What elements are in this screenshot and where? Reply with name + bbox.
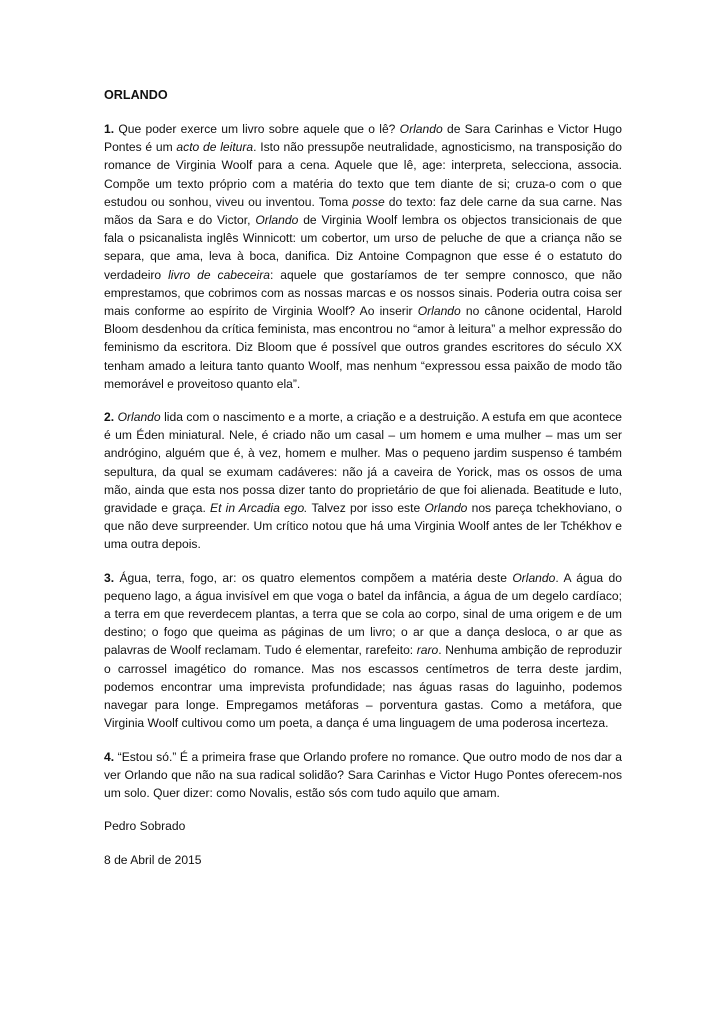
document-date: 8 de Abril de 2015 xyxy=(104,853,202,868)
paragraph-text: no cânone ocidental, Harold Bloom desdenhou da crítica feminista, mas encontrou no “amor à leitura” a melhor expressão do feminismo da escritora. Diz Bloom que é possível que outros grandes escritores do século XX tenham amado a leitura tanto quanto Woolf, mas nenhum “expressou essa paixão de modo tão memorável e proveitoso quanto ela”. xyxy=(104,304,622,391)
paragraph-number: 1. xyxy=(104,122,115,136)
document-page xyxy=(104,86,622,869)
paragraph-text: . Isto não pressupõe neutralidade, agnosticismo, na transposição do romance de Virginia Woolf para a cena. Aquele que lê, age: interpreta, selecciona, associa. Compõe um texto próprio com a matéria do texto que tem diante de si; cruza-o com o que estudou ou sonhou, viveu ou inventou. Toma xyxy=(104,140,622,209)
italic-text: livro de cabeceira xyxy=(168,267,270,282)
paragraph-number: 3. xyxy=(104,570,115,585)
paragraph-text: Talvez por isso este xyxy=(307,501,425,516)
italic-text: Et in Arcadia ego. xyxy=(210,501,308,516)
paragraph-1 xyxy=(104,120,622,393)
paragraph-number: 2. xyxy=(104,410,115,425)
italic-text: Orlando xyxy=(255,213,299,228)
paragraph-number: 4. xyxy=(104,749,115,764)
paragraph-3 xyxy=(104,569,622,733)
paragraph-4 xyxy=(104,748,622,803)
paragraph-text: Que poder exerce um livro sobre aquele que o lê? xyxy=(114,122,400,136)
paragraph-text: nos pareça tchekhoviano, o que não deve surpreender. Um crítico notou que há uma Virginia Woolf antes de ler Tchékhov e uma outra depois. xyxy=(104,501,622,552)
paragraph-text: . A água do pequeno lago, a água invisível em que voga o batel da infância, a água de um degelo cardíaco; a terra em que reverdecem plantas, a terra que se cola ao corpo, sinal de uma origem e de um destino; o fogo que queima as páginas de um livro; o ar que a dança desloca, o ar que as palavras de Woolf reclamam. Tudo é elementar, rarefeito: xyxy=(104,570,623,658)
paragraph-text: . Nenhuma ambição de reproduzir o carrossel imagético do romance. Mas nos escassos centímetros de terra deste jardim, podemos encontrar uma imprevista profundidade; nas águas rasas do laguinho, podemos navegar para longe. Empregamos metáforas – porventura gastas. Como a metáfora, que Virginia Woolf cultivou como um poeta, a dança é uma linguagem de uma poderosa incerteza. xyxy=(104,643,622,731)
italic-text: Orlando xyxy=(399,122,443,136)
italic-text: Orlando xyxy=(424,501,468,516)
paragraph-text: de Sara Carinhas e Victor Hugo Pontes é um xyxy=(104,122,623,155)
paragraph-2 xyxy=(104,408,622,554)
author-signature: Pedro Sobrado xyxy=(104,819,186,834)
italic-text: Orlando xyxy=(417,304,461,319)
paragraph-text: do texto: faz dele carne da sua carne. Nas mãos da Sara e do Victor, xyxy=(104,194,623,228)
paragraph-text: “Estou só.” É a primeira frase que Orlando profere no romance. Que outro modo de nos dar a ver Orlando que não na sua radical solidão? Sara Carinhas e Victor Hugo Pontes oferecem-nos um solo. Quer dizer: como Novalis, estão sós com tudo aquilo que amam. xyxy=(104,749,622,800)
paragraph-text: : aquele que gostaríamos de ter sempre connosco, que não emprestamos, que cobrimos com as nossas marcas e os nossos sinais. Poderia outra coisa ser mais conforme ao espírito de Virginia Woolf? Ao inserir xyxy=(104,267,622,319)
paragraph-text: lida com o nascimento e a morte, a criação e a destruição. A estufa em que acontece é um Éden miniatural. Nele, é criado não um casal – um homem e uma mulher – mas um ser andrógino, alguém que é, à vez, homem e mulher. Mas o pequeno jardim suspenso é também sepultura, da qual se exumam cadáveres: não já a caveira de Yorick, mas os ossos de uma mão, ainda que esta nos possa dizer tanto do proprietário de que foi alienada. Beatitude e luto, gravidade e graça. xyxy=(104,410,622,516)
italic-text: posse xyxy=(352,194,385,209)
italic-text: Orlando xyxy=(512,570,556,585)
paragraph-text: de Virginia Woolf lembra os objectos transicionais de que fala o psicanalista inglês Winnicott: um cobertor, um urso de peluche de que a criança não se separa, que ama, leva à boca, danifica. Diz Antoine Compagnon que esse é o estatuto do verdadeiro xyxy=(104,213,622,282)
italic-text: Orlando xyxy=(117,410,161,425)
italic-text: acto de leitura xyxy=(176,140,254,155)
document-title: ORLANDO xyxy=(104,88,168,102)
italic-text: raro xyxy=(416,643,439,658)
paragraph-text: Água, terra, fogo, ar: os quatro elementos compõem a matéria deste xyxy=(114,570,513,585)
